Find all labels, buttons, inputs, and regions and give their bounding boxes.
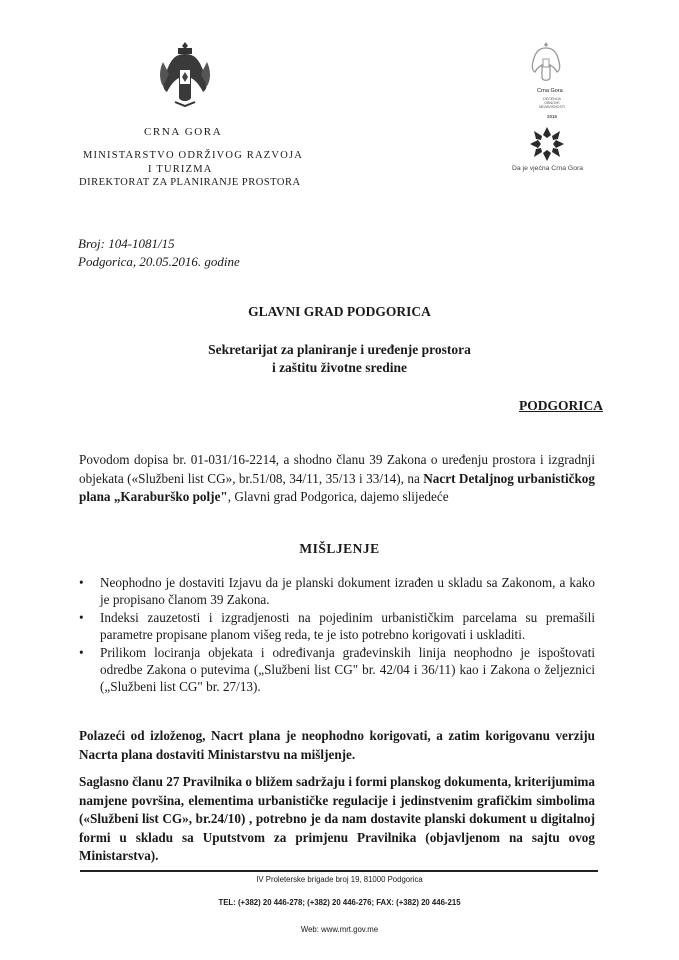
directorate-name: DIREKTORAT ZA PLANIRANJE PROSTORA [79, 177, 301, 188]
list-item [79, 645, 595, 695]
addressee-secretariat-line1: Sekretarijat za planiranje i uređenje prostora [208, 342, 471, 357]
list-item-text: Neophodno je dostaviti Izjavu da je planski dokument izrađen u skladu sa Zakonom, a kako je propisano članom 39 Zakona. [100, 575, 595, 607]
right-country-name: Crna Gora [537, 88, 563, 94]
country-name: CRNA GORA [144, 126, 223, 138]
footer-web: Web: www.mrt.gov.me [300, 925, 379, 934]
coat-of-arms-icon [157, 40, 213, 108]
jubilee-emblem-icon [528, 40, 564, 86]
opinion-list [79, 575, 595, 697]
list-item [79, 610, 595, 643]
document-date: Podgorica, 20.05.2016. godine [78, 254, 240, 269]
addressee-city: GLAVNI GRAD PODGORICA [248, 304, 431, 319]
plan-name: Nacrt Detaljnog urbanističkog plana „Karaburško polje" [79, 470, 595, 504]
addressee-secretariat-line2: i zaštitu životne sredine [271, 360, 408, 375]
list-item-text: Indeksi zauzetosti i izgradjenosti na pojedinim urbanističkim parcelama su premašili parametre propisane planom višeg reda, te je isto potrebno korigovati i uskladiti. [100, 610, 595, 642]
ministry-name-line1: MINISTARSTVO ODRŽIVOG RAZVOJA [83, 150, 304, 161]
jubilee-text-1: DECENIJA [543, 97, 561, 101]
slogan: Da je vječna Crna Gora [512, 165, 584, 172]
jubilee-text-3: NEZAVISNOSTI [538, 105, 566, 109]
addressee-place: PODGORICA [519, 398, 603, 413]
jubilee-text-2: OBNOVE [544, 101, 560, 105]
rulebook-paragraph: Saglasno članu 27 Pravilnika o bližem sadržaju i formi planskog dokumenta, kriterijumima namjene površina, elementima urbanističke regulacije i jedinstvenim grafičkim simbolima («Službeni list CG», br.24/10) , potrebno je da nam dostavite planski dokument u digitalnoj formi u skladu sa Uputstvom za primjenu Pravilnika (objavljenom na sajtu ovog Ministarstva). [79, 774, 595, 863]
jubilee-star-icon [527, 125, 567, 163]
intro-text-end: , Glavni grad Podgorica, dajemo slijedeće [227, 489, 449, 504]
footer-address: IV Proleterske brigade broj 19, 81000 Podgorica [256, 875, 423, 884]
bullet-icon: • [79, 645, 84, 661]
footer-divider [80, 870, 598, 872]
reference-number: Broj: 104-1081/15 [78, 236, 175, 251]
list-item [79, 575, 595, 608]
conclusion-paragraph: Polazeći od izloženog, Nacrt plana je neophodno korigovati, a zatim korigovanu verziju Nacrta plana dostaviti Ministarstvu na mišljenje. [79, 728, 595, 762]
intro-paragraph [79, 451, 595, 507]
footer-contacts: TEL: (+382) 20 446-278; (+382) 20 446-276; FAX: (+382) 20 446-215 [218, 898, 461, 907]
ministry-name-line2: I TURIZMA [148, 164, 213, 175]
jubilee-year: 2016 [546, 114, 557, 119]
bullet-icon: • [79, 610, 84, 626]
intro-text-start: Povodom dopisa br. 01-031/16-2214, a shodno članu 39 Zakona o uređenju prostora i izgradnji objekata («Službeni list CG», br.51/08, 34/11, 35/13 i 33/14), na [79, 452, 595, 486]
list-item-text: Prilikom lociranja objekata i određivanja građevinskih linija neophodno je ispoštovati odredbe Zakona o putevima („Službeni list CG" br. 42/04 i 36/11) kao i Zakona o željeznici („Službeni list CG" br. 27/13). [100, 645, 595, 694]
opinion-heading: MIŠLJENJE [299, 541, 380, 556]
bullet-icon: • [79, 575, 84, 590]
